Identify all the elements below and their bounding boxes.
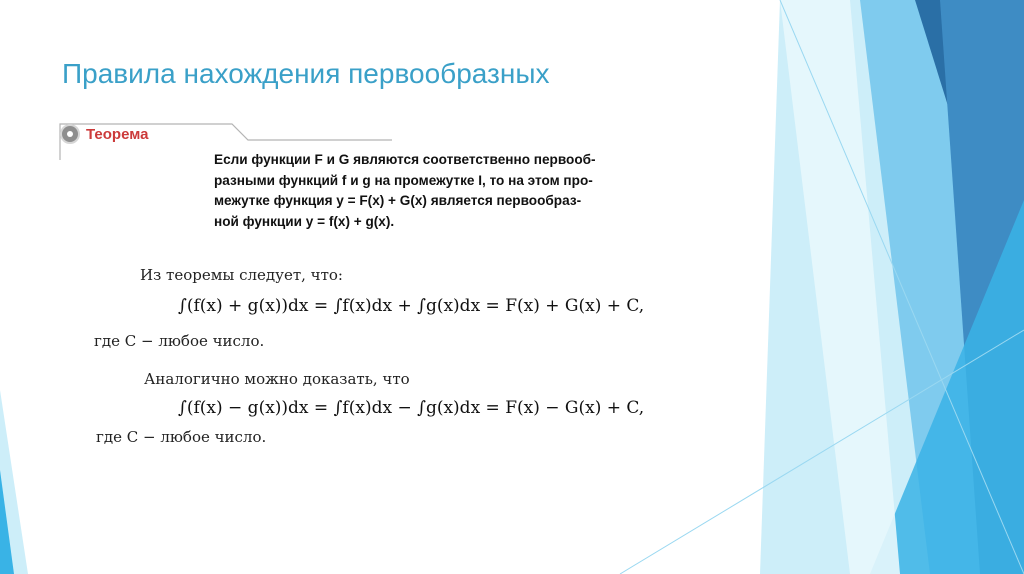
note-text-2: где C − любое число. — [96, 428, 267, 446]
theorem-line: межутке функция y = F(x) + G(x) является первообраз- — [214, 193, 582, 208]
formula-sum: ∫(f(x) + g(x))dx = ∫f(x)dx + ∫g(x)dx = F(x) + G(x) + C, — [178, 296, 645, 316]
intro-text: Из теоремы следует, что: — [140, 266, 343, 284]
note-text: где C − любое число. — [94, 332, 265, 350]
theorem-label: Теорема — [86, 125, 149, 143]
camera-icon — [60, 124, 80, 144]
theorem-text — [214, 150, 684, 232]
theorem-header — [60, 124, 148, 144]
intro-text-2: Аналогично можно доказать, что — [144, 370, 410, 388]
formula-difference: ∫(f(x) − g(x))dx = ∫f(x)dx − ∫g(x)dx = F(x) − G(x) + C, — [178, 398, 645, 418]
page-title: Правила нахождения первообразных — [62, 58, 550, 89]
theorem-line: ной функции y = f(x) + g(x). — [214, 213, 395, 229]
theorem-line: разными функций f и g на промежутке I, то на этом про- — [214, 172, 593, 188]
theorem-line: Если функции F и G являются соответственно первооб- — [214, 152, 596, 167]
